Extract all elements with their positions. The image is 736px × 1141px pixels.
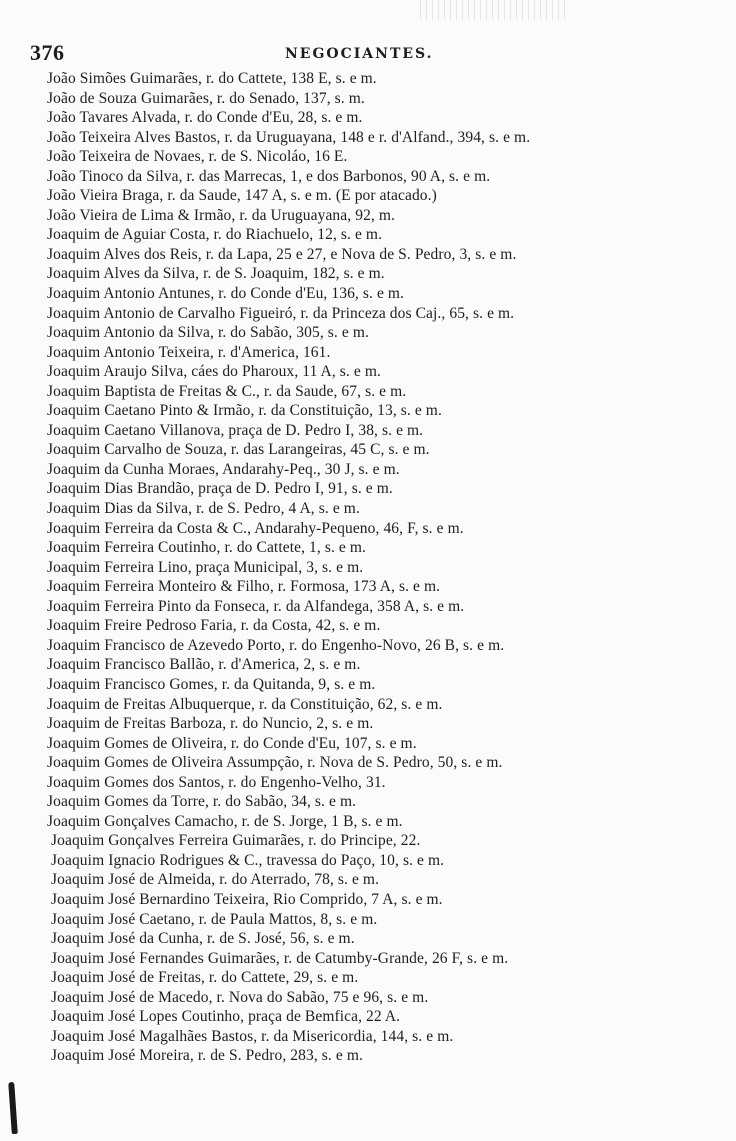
- page-header: [30, 40, 720, 70]
- merchant-entry: Joaquim Gomes dos Santos, r. do Engenho-Velho, 31.: [47, 773, 386, 791]
- merchant-entry: Joaquim Antonio Antunes, r. do Conde d'Eu, 136, s. e m.: [47, 285, 405, 303]
- merchant-entry: Joaquim de Freitas Barboza, r. do Nuncio, 2, s. e m.: [47, 715, 374, 733]
- merchant-list: [47, 69, 727, 1066]
- merchant-entry: Joaquim Ferreira Coutinho, r. do Cattete, 1, s. e m.: [47, 539, 367, 557]
- running-head: NEGOCIANTES.: [285, 46, 434, 62]
- merchant-entry: Joaquim Gomes de Oliveira, r. do Conde d'Eu, 107, s. e m.: [47, 734, 417, 752]
- merchant-entry: Joaquim José Moreira, r. de S. Pedro, 283, s. e m.: [51, 1047, 363, 1065]
- merchant-entry: Joaquim Caetano Villanova, praça de D. Pedro I, 38, s. e m.: [47, 421, 424, 439]
- merchant-entry: Joaquim Gomes de Oliveira Assumpção, r. Nova de S. Pedro, 50, s. e m.: [47, 754, 503, 772]
- merchant-entry: Joaquim Baptista de Freitas & C., r. da Saude, 67, s. e m.: [47, 382, 407, 400]
- merchant-entry: Joaquim Freire Pedroso Faria, r. da Costa, 42, s. e m.: [47, 617, 381, 635]
- merchant-entry: Joaquim Antonio Teixeira, r. d'America, 161.: [47, 343, 331, 361]
- merchant-entry: Joaquim de Aguiar Costa, r. do Riachuelo, 12, s. e m.: [47, 226, 383, 244]
- merchant-entry: Joaquim Gonçalves Ferreira Guimarães, r. do Principe, 22.: [51, 832, 421, 850]
- merchant-entry: Joaquim José de Macedo, r. Nova do Sabão, 75 e 96, s. e m.: [51, 988, 429, 1006]
- merchant-entry: João Teixeira Alves Bastos, r. da Uruguayana, 148 e r. d'Alfand., 394, s. e m.: [47, 128, 531, 146]
- merchant-entry: Joaquim Francisco de Azevedo Porto, r. do Engenho-Novo, 26 B, s. e m.: [47, 636, 505, 654]
- merchant-entry: Joaquim Carvalho de Souza, r. das Larangeiras, 45 C, s. e m.: [47, 441, 430, 459]
- merchant-entry: João Vieira de Lima & Irmão, r. da Uruguayana, 92, m.: [47, 206, 395, 224]
- merchant-entry: Joaquim Gonçalves Camacho, r. de S. Jorge, 1 B, s. e m.: [47, 812, 403, 830]
- merchant-entry: Joaquim José Magalhães Bastos, r. da Misericordia, 144, s. e m.: [51, 1027, 454, 1045]
- bleed-through-marks: [420, 0, 570, 20]
- merchant-entry: Joaquim José Caetano, r. de Paula Mattos, 8, s. e m.: [51, 910, 378, 928]
- merchant-entry: Joaquim de Freitas Albuquerque, r. da Constituição, 62, s. e m.: [47, 695, 443, 713]
- merchant-entry: Joaquim José Lopes Coutinho, praça de Bemfica, 22 A.: [51, 1008, 401, 1026]
- page-number: 376: [30, 40, 65, 65]
- merchant-entry: Joaquim Antonio da Silva, r. do Sabão, 305, s. e m.: [47, 324, 369, 342]
- merchant-entry: João Vieira Braga, r. da Saude, 147 A, s. e m. (E por atacado.): [47, 187, 437, 205]
- merchant-entry: João Tinoco da Silva, r. das Marrecas, 1, e dos Barbonos, 90 A, s. e m.: [47, 167, 491, 185]
- merchant-entry: Joaquim Dias da Silva, r. de S. Pedro, 4 A, s. e m.: [47, 500, 360, 518]
- merchant-entry: João Tavares Alvada, r. do Conde d'Eu, 28, s. e m.: [47, 109, 363, 127]
- merchant-entry: Joaquim José de Freitas, r. do Cattete, 29, s. e m.: [51, 969, 359, 987]
- merchant-entry: Joaquim Ferreira Monteiro & Filho, r. Formosa, 173 A, s. e m.: [47, 578, 441, 596]
- merchant-entry: Joaquim Alves da Silva, r. de S. Joaquim, 182, s. e m.: [47, 265, 385, 283]
- merchant-entry: João Simões Guimarães, r. do Cattete, 138 E, s. e m.: [47, 70, 377, 87]
- merchant-entry: João Teixeira de Novaes, r. de S. Nicoláo, 16 E.: [47, 148, 348, 166]
- merchant-entry: Joaquim Alves dos Reis, r. da Lapa, 25 e 27, e Nova de S. Pedro, 3, s. e m.: [47, 245, 517, 263]
- merchant-entry: Joaquim José da Cunha, r. de S. José, 56, s. e m.: [51, 930, 355, 948]
- merchant-entry: Joaquim Caetano Pinto & Irmão, r. da Constituição, 13, s. e m.: [47, 402, 442, 420]
- merchant-entry: João de Souza Guimarães, r. do Senado, 137, s. m.: [47, 89, 365, 107]
- merchant-entry: Joaquim Francisco Gomes, r. da Quitanda, 9, s. e m.: [47, 675, 376, 693]
- merchant-entry: Joaquim José de Almeida, r. do Aterrado, 78, s. e m.: [51, 871, 380, 889]
- merchant-entry: Joaquim da Cunha Moraes, Andarahy-Peq., 30 J, s. e m.: [47, 460, 400, 478]
- merchant-entry: Joaquim Francisco Ballão, r. d'America, 2, s. e m.: [47, 656, 361, 674]
- merchant-entry: Joaquim Dias Brandão, praça de D. Pedro I, 91, s. e m.: [47, 480, 393, 498]
- merchant-entry: Joaquim José Fernandes Guimarães, r. de Catumby-Grande, 26 F, s. e m.: [51, 949, 509, 967]
- merchant-entry: Joaquim Ignacio Rodrigues & C., travessa do Paço, 10, s. e m.: [51, 851, 445, 869]
- merchant-entry: Joaquim Antonio de Carvalho Figueiró, r. da Princeza dos Caj., 65, s. e m.: [47, 304, 515, 322]
- merchant-entry: Joaquim José Bernardino Teixeira, Rio Comprido, 7 A, s. e m.: [51, 890, 443, 908]
- merchant-entry: Joaquim Araujo Silva, cáes do Pharoux, 11 A, s. e m.: [47, 363, 381, 381]
- margin-ink-mark: [8, 1082, 18, 1134]
- merchant-entry: Joaquim Ferreira Lino, praça Municipal, 3, s. e m.: [47, 558, 364, 576]
- merchant-entry: Joaquim Ferreira da Costa & C., Andarahy-Pequeno, 46, F, s. e m.: [47, 519, 464, 537]
- merchant-entry: Joaquim Gomes da Torre, r. do Sabão, 34, s. e m.: [47, 793, 357, 811]
- merchant-entry: Joaquim Ferreira Pinto da Fonseca, r. da Alfandega, 358 A, s. e m.: [47, 597, 465, 615]
